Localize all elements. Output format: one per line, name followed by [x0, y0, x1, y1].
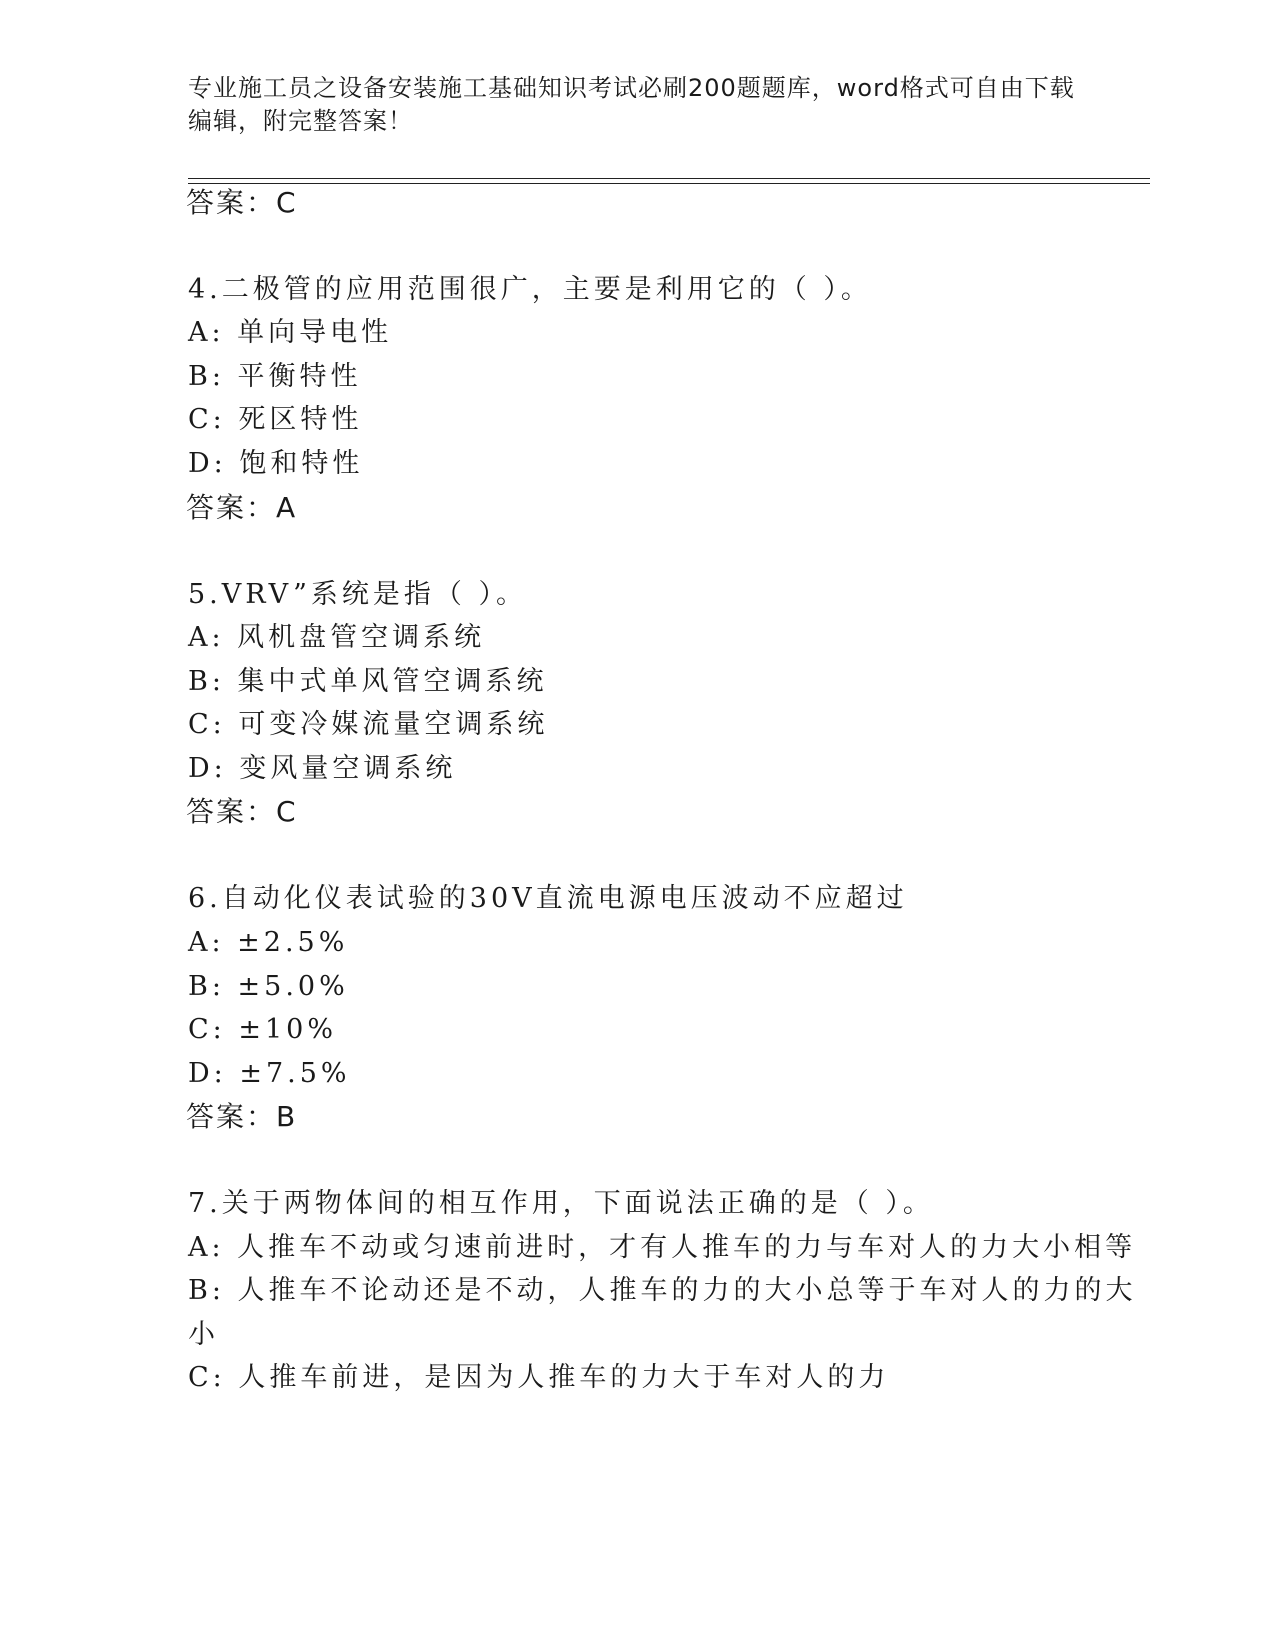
- document-title-line-2: 编辑，附完整答案！: [188, 107, 413, 135]
- question-6-option-a: A: ±2.5%: [188, 927, 349, 958]
- question-4-option-a: A: 单向导电性: [188, 317, 393, 348]
- question-5-answer: 答案：C: [186, 795, 298, 828]
- question-6-option-d: D: ±7.5%: [188, 1058, 351, 1089]
- question-6-answer: 答案：B: [186, 1100, 298, 1133]
- question-7-option-a: A: 人推车不动或匀速前进时，才有人推车的力与车对人的力大小相等: [188, 1232, 1137, 1263]
- question-6-option-b: B: ±5.0%: [188, 971, 349, 1002]
- question-7: 7.关于两物体间的相互作用，下面说法正确的是（ ）。: [188, 1188, 934, 1219]
- question-7-option-c: C: 人推车前进，是因为人推车的力大于车对人的力: [188, 1362, 890, 1393]
- question-5-option-c: C: 可变冷媒流量空调系统: [188, 709, 549, 740]
- header-divider-top: [188, 178, 1150, 179]
- question-4-option-d: D: 饱和特性: [188, 448, 364, 479]
- document-title: [188, 72, 1088, 138]
- question-5: 5.VRV”系统是指（ ）。: [188, 579, 527, 610]
- question-4: 4.二极管的应用范围很广，主要是利用它的（ ）。: [188, 274, 872, 305]
- question-4-option-b: B: 平衡特性: [188, 361, 362, 392]
- question-4-option-c: C: 死区特性: [188, 404, 363, 435]
- question-5-option-b: B: 集中式单风管空调系统: [188, 666, 548, 697]
- document-title-line-1: 专业施工员之设备安装施工基础知识考试必刷200题题库，word格式可自由下载: [188, 74, 1075, 102]
- question-4-answer: 答案：A: [186, 491, 298, 524]
- question-5-option-a: A: 风机盘管空调系统: [188, 622, 486, 653]
- question-5-option-d: D: 变风量空调系统: [188, 753, 457, 784]
- answer-prev: 答案：C: [186, 186, 298, 219]
- question-7-option-b-line-1: B: 人推车不论动还是不动，人推车的力的大小总等于车对人的力的大: [188, 1275, 1137, 1306]
- question-6: 6.自动化仪表试验的30V直流电源电压波动不应超过: [188, 883, 908, 914]
- question-6-option-c: C: ±10%: [188, 1014, 337, 1045]
- question-7-option-b-line-2: 小: [188, 1319, 219, 1350]
- header-divider-bottom: [188, 183, 1150, 184]
